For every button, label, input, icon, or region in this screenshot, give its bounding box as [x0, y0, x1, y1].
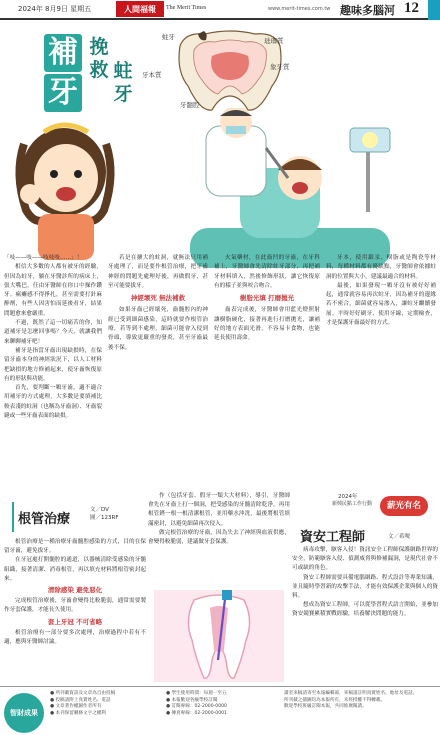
girl-cartoon-illustration	[4, 114, 134, 264]
article-author	[90, 506, 118, 522]
footer-note: 歡迎學校班級訂閱本報，共同推廣閱讀。	[284, 704, 367, 710]
article-paragraph: 作（包括牙套、假牙一類大大材料），導引，牙醫師會先在牙齒上打一個洞，把受感染的牙髓清除乾淨，再用根管銼一根一根清潔根管，並用藥水沖洗，最後將根管填滿密封，以避免細菌再次侵入。	[148, 493, 290, 527]
article-title: 資安工程師	[300, 530, 366, 545]
root-canal-continued	[148, 492, 290, 678]
header-accent-bar	[428, 0, 440, 20]
section-title: 趣味多腦河	[340, 4, 395, 17]
article-paragraph: 想成為資安工程師，可以從學習程式語言開始，並參加資安競賽累積實戰經驗，培養解決問題的能力。	[292, 602, 438, 618]
intro-col-2	[108, 254, 208, 353]
badge-label: 薪光有名	[380, 496, 428, 516]
article-body	[148, 492, 290, 547]
title-col-2: 蛀牙	[113, 60, 133, 105]
footer-note: ● 投稿請附上真實姓名、電話	[50, 697, 111, 703]
intro-lead: 「吱——吱——吱吱吱……」！	[4, 255, 83, 261]
intro-paragraph: 不過，既然了這一切痛苦的你，知道補牙是怎麼回事嗎？今天，就讓我們來聊聊補牙吧！	[4, 320, 102, 345]
label-dentin: 牙本質	[142, 71, 162, 79]
page-footer	[0, 686, 440, 735]
intro-paragraph: 若是在擴大的蛀洞，就無法只用補牙處理了，而是要作根管治療，把牙齒神經的問題先處理好後，再做假牙，甚至可能要拔牙。	[108, 255, 208, 289]
intro-paragraph: 如果牙齒已經壞死，齒髓腔內的神經已受到細菌感染，這時就要作根管治療，若等到不處理，細菌可能會入侵到骨頭，導致更嚴重的發炎，甚至牙齒最後不保。	[108, 307, 208, 351]
security-engineer-article	[292, 526, 438, 686]
intro-col-3	[214, 254, 320, 344]
article-body	[292, 546, 438, 620]
root-canal-article	[4, 496, 146, 678]
title-char-2: 牙	[44, 74, 82, 112]
intro-paragraph: 牙本，使用銀汞、樹脂或是陶瓷等材料，每種材料都有優缺點，牙醫師會依據蛀洞的位置與大小，建議最適合的材料。	[326, 255, 436, 280]
intro-subheading: 神經壞死 無法補救	[130, 294, 186, 303]
tooth-diagram	[142, 26, 300, 112]
feature-badge	[332, 488, 434, 524]
newspaper-logo-en: The Merit Times	[166, 5, 207, 11]
footer-note: ● 學生使用時間：每週一至五	[166, 691, 227, 696]
intro-paragraph: 首先，要判斷一顆牙齒，適不適合用補牙的方式處理，大多數是要填補比較表淺的蛀洞（也稱為牙齒洞）、牙齒裂縫或一些牙齒表面的缺損。	[4, 385, 102, 420]
footer-note: 所刊載之插圖均為本報所有，未經授權不得轉載。	[284, 697, 386, 703]
article-paragraph: 完成根管治療後，牙齒會變得比較脆弱，通常需要製作牙套保護，才能長久使用。	[4, 598, 146, 614]
article-body	[4, 538, 146, 647]
badge-year: 2024年	[338, 494, 358, 500]
intro-paragraph: 最後，如果發現一顆牙沒有被好好補起，通常就容易再次蛀牙，因為補牙的邊緣若不密合，細菌就容易滲入，讓蛀牙繼續發展。平時好好刷牙、使用牙線，定期檢查，才是保護牙齒最好的方式。	[326, 282, 436, 327]
badge-subtitle: 新興民點工作行動	[332, 501, 373, 507]
page-number: 12	[404, 0, 419, 16]
article-subheading: 套上牙冠 不可省略	[47, 617, 103, 626]
footer-note: ● 傳真專線：02-2000-0001	[166, 710, 227, 716]
intro-article	[4, 254, 436, 486]
footer-col-3	[284, 691, 436, 711]
label-cavity: 蛀牙	[162, 33, 175, 41]
footer-note: ● 本刊保留刪修文字之權利	[50, 710, 107, 716]
dentist-scene	[170, 108, 410, 278]
article-paragraph: 在牙冠處打開髓腔的通道，以器械清除受感染的牙髓組織，接著清潔、消毒根管，再以填充材料將根管密封起來。	[4, 557, 146, 582]
footer-note: ● 所刊載資訊及文章為自由投稿	[50, 691, 116, 696]
intro-paragraph: 火氣藥材，在此齒凹的牙齒，在牙科補上，牙醫師會先清除蛀牙部分，再把補牙材料填入，然後修飾形狀，讓它恢復原有的樣子並與咬合吻合。	[214, 255, 320, 289]
footer-note: ● 訂閱專線：02-2000-0000	[166, 704, 227, 710]
author-line: 文／DV	[90, 507, 109, 513]
footer-col-1	[50, 691, 160, 717]
footer-badge: 智財成果	[4, 693, 44, 733]
intro-subheading: 樹脂光填 打磨拋光	[239, 294, 295, 303]
footer-col-2	[166, 691, 276, 717]
newspaper-logo: 人間福報	[116, 1, 164, 17]
article-subheading: 清除感染 避免惡化	[47, 586, 103, 595]
illustrator-line: 圖／123RF	[90, 515, 119, 521]
tooth-root-file-illustration	[154, 590, 284, 682]
title-col-1: 挽救	[89, 36, 109, 81]
footer-note: 讀者來稿請寄至本報編輯部，來稿請註明真實姓名、地址及電話。	[284, 691, 418, 696]
label-pulp: 牙髓腔	[180, 101, 200, 109]
intro-paragraph: 齒表完成後，牙醫師會用藍光燈照射讓樹脂硬化，接著再進行打磨拋光，讓補好的地方表面光滑，不容易卡食物，也能延長使用壽命。	[214, 307, 320, 342]
intro-paragraph: 補牙是指當牙齒出現缺損時，在保留牙齒本身的神經狀況下，以人工材料把缺損的地方修補起來，使牙齒恢復原有的形狀與功能。	[4, 347, 102, 382]
intro-col-4	[326, 254, 436, 328]
label-dentin-layer: 象牙質	[270, 63, 290, 71]
article-paragraph: 病毒攻擊，駭客入侵！資訊安全工程師保護網路世界的安全，防範駭客入侵、偵測威脅與修補漏洞，是現代社會不可或缺的角色。	[292, 547, 438, 572]
hero-section	[0, 22, 440, 290]
root-canal-illustration	[154, 590, 284, 682]
footer-note: ● 文章著作權歸作者所有	[50, 704, 102, 710]
intro-col-1	[4, 254, 102, 421]
article-paragraph: 做完根管治療的牙齒，因為失去了神經與血液供應，會變得較脆弱，建議做牙套保護。	[148, 529, 290, 546]
page-header	[0, 0, 440, 20]
article-paragraph: 根管治療是一種治療牙齒髓腔感染的方式，目的在保留牙齒，避免拔牙。	[4, 539, 146, 555]
article-title: 根管治療	[18, 512, 71, 527]
dentist-chair-illustration	[170, 108, 410, 278]
intro-paragraph: 相信大多數的人都有被牙的經驗，但因為蛀牙，躺在牙醫診所的病床上，張大嘴巴，任由牙醫師在你口中操作鑽牙。瘋癱感不得掙扎，甚至需要打針麻醉劑，有些人因害怕而延後看牙，結果問題愈來愈嚴重。	[4, 264, 102, 317]
website-url: www.merit-times.com.tw	[268, 6, 331, 12]
label-enamel: 琺瑯質	[264, 37, 284, 45]
footer-note: ● 本報歡迎各級學校訂閱	[166, 697, 218, 703]
title-char-1: 補	[44, 34, 82, 72]
article-author: 文／希嗄	[388, 534, 411, 540]
article-paragraph: 根管治療有一部分要多次處理，治療過程中若有不適，應與牙醫師討論。	[4, 629, 146, 646]
issue-date: 2024年 8月9日 星期五	[18, 5, 92, 13]
article-paragraph: 資安工程師需要具備電腦網路、程式設計等專業知識，並且隨時學習新的攻擊手法，才能有效保護企業與個人的資料。	[292, 574, 438, 600]
